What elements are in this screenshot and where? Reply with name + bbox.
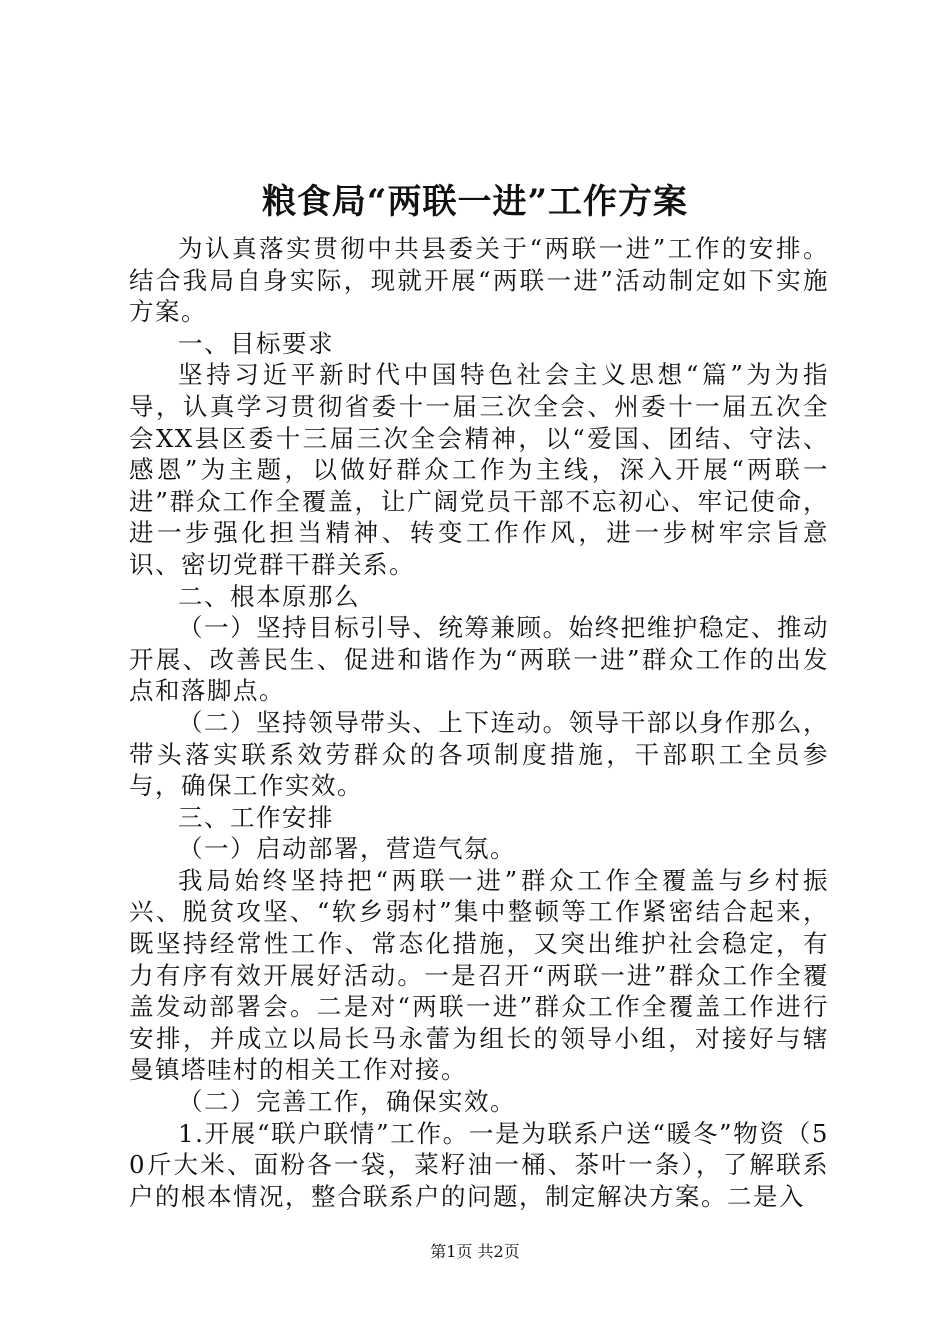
subheading-launch: （一）启动部署，营造气氛。 (178, 834, 516, 864)
document-body (129, 233, 829, 1212)
subheading-improve: （二）完善工作，确保实效。 (178, 1087, 516, 1117)
section-heading-principles: 二、根本原那么 (178, 581, 360, 611)
section-heading-arrangements: 三、工作安排 (178, 802, 334, 832)
paragraph-item-1: 1.开展“联户联情”工作。一是为联系户送“暖冬”物资（50斤大米、面粉各一袋，菜籽油一桶、茶叶一条），了解联系户的根本情况，整合联系户的问题，制定解决方案。二是入 (129, 1118, 829, 1211)
section-heading-goals: 一、目标要求 (178, 328, 334, 358)
page-number-footer: 第1页 共2页 (430, 1242, 520, 1261)
paragraph-principle-2: （二）坚持领导带头、上下连动。领导干部以身作那么，带头落实联系效劳群众的各项制度措施，干部职工全员参与，确保工作实效。 (129, 707, 829, 801)
paragraph-launch: 我局始终坚持把“两联一进”群众工作全覆盖与乡村振兴、脱贫攻坚、“软乡弱村”集中整顿等工作紧密结合起来，既坚持经常性工作、常态化措施，又突出维护社会稳定，有力有序有效开展好活动。一是召开“两联一进”群众工作全覆盖发动部署会。二是对“两联一进”群众工作全覆盖工作进行安排，并成立以局长马永蕾为组长的领导小组，对接好与辖曼镇塔哇村的相关工作对接。 (129, 865, 829, 1085)
document-title: 粮食局“两联一进”工作方案 (261, 182, 689, 222)
paragraph-intro: 为认真落实贯彻中共县委关于“两联一进”工作的安排。结合我局自身实际，现就开展“两联一进”活动制定如下实施方案。 (129, 234, 829, 327)
paragraph-principle-1: （一）坚持目标引导、统筹兼顾。始终把维护稳定、推动开展、改善民生、促进和谐作为“两联一进”群众工作的出发点和落脚点。 (129, 613, 829, 706)
paragraph-goals: 坚持习近平新时代中国特色社会主义思想“篇”为为指导，认真学习贯彻省委十一届三次全会、州委十一届五次全会XX县区委十三届三次全会精神，以“爱国、团结、守法、感恩”为主题，以做好群众工作为主线，深入开展“两联一进”群众工作全覆盖，让广阔党员干部不忘初心、牢记使命，进一步强化担当精神、转变工作作风，进一步树牢宗旨意识、密切党群干群关系。 (129, 360, 829, 579)
